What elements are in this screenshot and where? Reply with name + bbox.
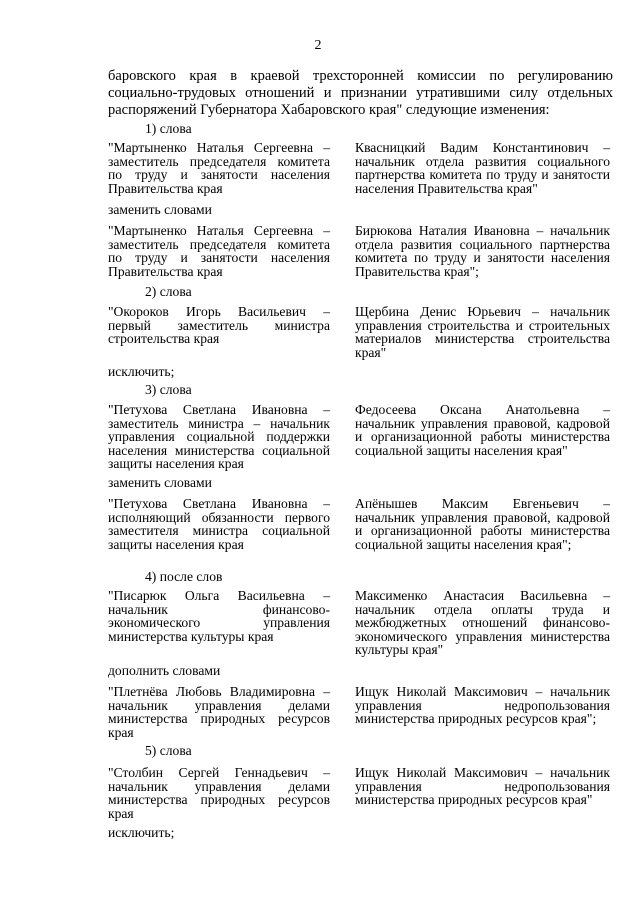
item-5-action: исключить; — [108, 825, 175, 840]
item-2-label: 2) слова — [145, 284, 192, 299]
item-1-label: 1) слова — [145, 121, 192, 136]
item-5-left: "Столбин Сергей Геннадьевич – начальник управления делами министерства природных ресурсов края — [108, 765, 330, 821]
item-2-action: исключить; — [108, 364, 175, 379]
item-2-left: "Окороков Игорь Васильевич – первый заместитель министра строительства края — [108, 304, 330, 347]
item-4-left: "Писарюк Ольга Васильевна – начальник финансово-экономического управления министерства культуры края — [108, 588, 330, 644]
item-4-right: Максименко Анастасия Васильевна – начальник отдела оплаты труда и межбюджетных отношений финансово-экономического управления министерства культуры края" — [355, 588, 610, 658]
item-3-old-right: Федосеева Оксана Анатольевна – начальник управления правовой, кадровой и организационной работы министерства социальной защиты населения края" — [355, 402, 610, 458]
item-3-old-left: "Петухова Светлана Ивановна – заместитель министра – начальник управления социальной поддержки населения министерства социальной защиты населения края — [108, 402, 330, 472]
item-4-label: 4) после слов — [145, 569, 223, 584]
item-5-right: Ищук Николай Максимович – начальник управления недропользования министерства природных ресурсов края" — [355, 765, 610, 808]
item-3-replace-label: заменить словами — [108, 475, 212, 490]
item-4-new-left: "Плетнёва Любовь Владимировна – начальник управления делами министерства природных ресурсов края — [108, 684, 330, 740]
item-1-old-left: "Мартыненко Наталья Сергеевна – заместитель председателя комитета по труду и занятости населения Правительства края — [108, 140, 330, 196]
item-3-label: 3) слова — [145, 382, 192, 397]
item-1-new-left: "Мартыненко Наталья Сергеевна – заместитель председателя комитета по труду и занятости населения Правительства края — [108, 223, 330, 279]
intro-paragraph: баровского края в краевой трехсторонней комиссии по регулированию социально-трудовых отношений и признании утратившими силу отдельных распоряжений Губернатора Хабаровского края" следующие изменения: — [108, 68, 613, 118]
item-3-new-left: "Петухова Светлана Ивановна – исполняющий обязанности первого заместителя министра социальной защиты населения края — [108, 496, 330, 552]
item-1-new-right: Бирюкова Наталия Ивановна – начальник отдела развития социального партнерства комитета по труду и занятости населения Правительства края"; — [355, 223, 610, 279]
item-1-old-right: Квасницкий Вадим Константинович – начальник отдела развития социального партнерства комитета по труду и занятости населения Правительства края" — [355, 140, 610, 196]
page-number: 2 — [314, 38, 322, 53]
item-4-add-label: дополнить словами — [108, 663, 221, 678]
item-2-right: Щербина Денис Юрьевич – начальник управления строительства и строительных материалов министерства строительства края" — [355, 304, 610, 360]
item-5-label: 5) слова — [145, 743, 192, 758]
item-4-new-right: Ищук Николай Максимович – начальник управления недропользования министерства природных ресурсов края"; — [355, 684, 610, 727]
item-1-replace-label: заменить словами — [108, 202, 212, 217]
item-3-new-right: Апёнышев Максим Евгеньевич – начальник управления правовой, кадровой и организационной работы министерства социальной защиты населения края"; — [355, 496, 610, 552]
